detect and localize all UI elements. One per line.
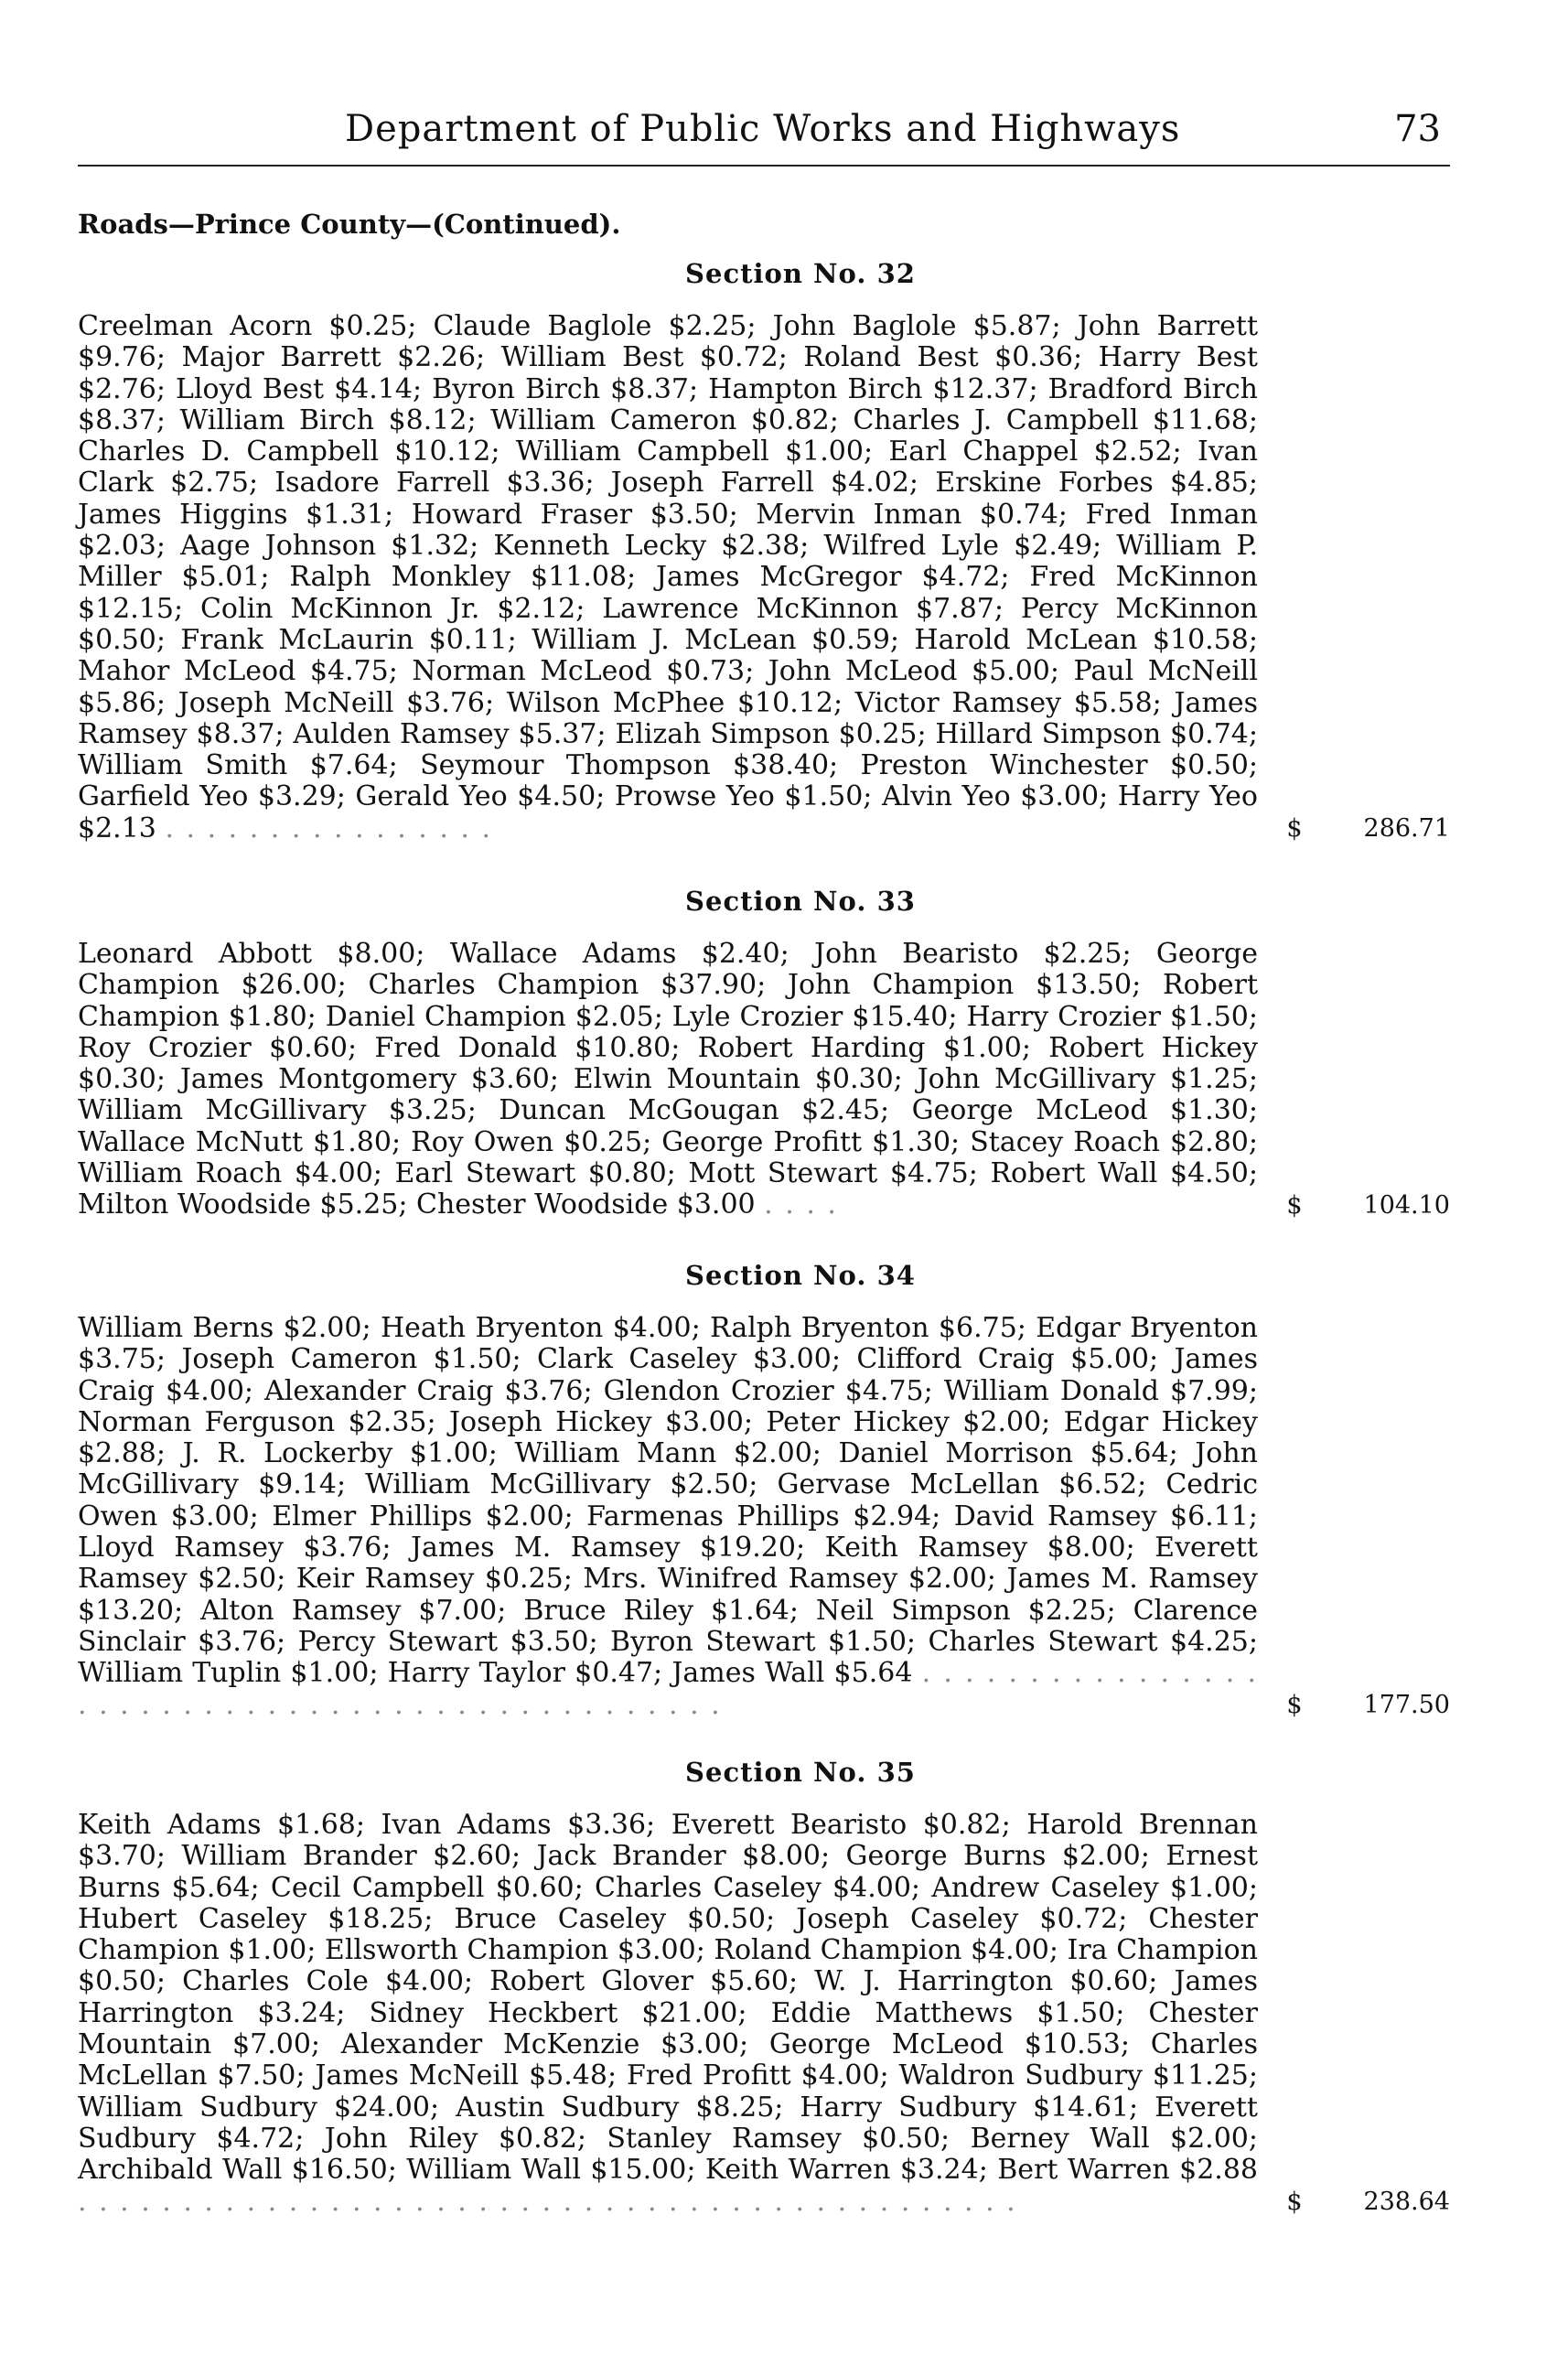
section-total: [1258, 813, 1450, 844]
section-total-amount: 286.71: [1363, 814, 1450, 844]
payee-list: Creelman Acorn $0.25; Claude Baglole $2.25; John Baglole $5.87; John Barrett $9.76; Major Barrett $2.26; William Best $0.72; Roland Best $0.36; Harry Best $2.76; Lloyd Best $4.14; Byron Birch $8.37; Hampton Birch $12.37; Bradford Birch $8.37; William Birch $8.12; William Cameron $0.82; Charles J. Campbell $11.68; Charles D. Campbell $10.12; William Campbell $1.00; Earl Chappel $2.52; Ivan Clark $2.75; Isadore Farrell $3.36; Joseph Farrell $4.02; Erskine Forbes $4.85; James Higgins $1.31; Howard Fraser $3.50; Mervin Inman $0.74; Fred Inman $2.03; Aage Johnson $1.32; Kenneth Lecky $2.38; Wilfred Lyle $2.49; William P. Miller $5.01; Ralph Monkley $11.08; James McGregor $4.72; Fred McKinnon $12.15; Colin McKinnon Jr. $2.12; Lawrence McKinnon $7.87; Percy McKinnon $0.50; Frank McLaurin $0.11; William J. McLean $0.59; Harold McLean $10.58; Mahor McLeod $4.75; Norman McLeod $0.73; John McLeod $5.00; Paul McNeill $5.86; Joseph McNeill $3.76; Wilson McPhee $10.12; Victor Ramsey $5.58; James Ramsey $8.37; Aulden Ramsey $5.37; Elizah Simpson $0.25; Hillard Simpson $0.74; William Smith $7.64; Seymour Thompson $38.40; Preston Winchester $0.50; Garfield Yeo $3.29; Gerald Yeo $4.50; Prowse Yeo $1.50; Alvin Yeo $3.00; Harry Yeo $2.13: [78, 310, 1258, 844]
section-35: [78, 1757, 1450, 2218]
payee-list: William Berns $2.00; Heath Bryenton $4.00; Ralph Bryenton $6.75; Edgar Bryenton $3.75; Joseph Cameron $1.50; Clark Caseley $3.00; Clifford Craig $5.00; James Craig $4.00; Alexander Craig $3.76; Glendon Crozier $4.75; William Donald $7.99; Norman Ferguson $2.35; Joseph Hickey $3.00; Peter Hickey $2.00; Edgar Hickey $2.88; J. R. Lockerby $1.00; William Mann $2.00; Daniel Morrison $5.64; John McGillivary $9.14; William McGillivary $2.50; Gervase McLellan $6.52; Cedric Owen $3.00; Elmer Phillips $2.00; Farmenas Phillips $2.94; David Ramsey $6.11; Lloyd Ramsey $3.76; James M. Ramsey $19.20; Keith Ramsey $8.00; Everett Ramsey $2.50; Keir Ramsey $0.25; Mrs. Winifred Ramsey $2.00; James M. Ramsey $13.20; Alton Ramsey $7.00; Bruce Riley $1.64; Neil Simpson $2.25; Clarence Sinclair $3.76; Percy Stewart $3.50; Byron Stewart $1.50; Charles Stewart $4.25; William Tuplin $1.00; Harry Taylor $0.47; James Wall $5.64: [78, 1312, 1258, 1690]
dot-leader: . . . . . . . . . . . . . . . . . . . . . . . . . . . . . . . . . . . . . . . . . . . . . . .: [78, 1657, 1258, 1721]
dot-leader: . . . . . . . . . . . . . . . . . . . . . . . . . . . . . . . . . . . . . . . . . . . . .: [78, 2185, 1017, 2218]
section-33: [78, 886, 1450, 1221]
section-total-amount: 238.64: [1363, 2187, 1450, 2216]
section-total: [1258, 2187, 1450, 2218]
section-text: [78, 311, 1258, 844]
section-total-amount: 104.10: [1363, 1190, 1450, 1220]
section-34: [78, 1260, 1450, 1721]
section-title: Section No. 35: [685, 1757, 916, 1788]
section-total: [1258, 1690, 1450, 1721]
section-body: [78, 311, 1450, 844]
currency-symbol: $: [1286, 814, 1303, 844]
section-title: Section No. 34: [685, 1260, 916, 1291]
section-total-amount: 177.50: [1363, 1690, 1450, 1719]
currency-symbol: $: [1286, 2187, 1303, 2216]
section-total: [1258, 1190, 1450, 1221]
page-number: 73: [1394, 108, 1441, 150]
payee-list: Leonard Abbott $8.00; Wallace Adams $2.40; John Bearisto $2.25; George Champion $26.00; Charles Champion $37.90; John Champion $13.50; Robert Champion $1.80; Daniel Champion $2.05; Lyle Crozier $15.40; Harry Crozier $1.50; Roy Crozier $0.60; Fred Donald $10.80; Robert Harding $1.00; Robert Hickey $0.30; James Montgomery $3.60; Elwin Mountain $0.30; John McGillivary $1.25; William McGillivary $3.25; Duncan McGougan $2.45; George McLeod $1.30; Wallace McNutt $1.80; Roy Owen $0.25; George Profitt $1.30; Stacey Roach $2.80; William Roach $4.00; Earl Stewart $0.80; Mott Stewart $4.75; Robert Wall $4.50; Milton Woodside $5.25; Chester Woodside $3.00: [78, 938, 1258, 1221]
dot-leader: . . . . . . . . . . . . . . . .: [165, 812, 493, 844]
roads-heading: Roads—Prince County—(Continued).: [78, 209, 621, 240]
dot-leader: . . . .: [764, 1188, 838, 1221]
section-text: [78, 939, 1258, 1221]
section-title: Section No. 33: [685, 886, 916, 917]
currency-symbol: $: [1286, 1190, 1303, 1220]
section-text: [78, 1313, 1258, 1721]
section-body: [78, 939, 1450, 1221]
payee-list: Keith Adams $1.68; Ivan Adams $3.36; Everett Bearisto $0.82; Harold Brennan $3.70; William Brander $2.60; Jack Brander $8.00; George Burns $2.00; Ernest Burns $5.64; Cecil Campbell $0.60; Charles Caseley $4.00; Andrew Caseley $1.00; Hubert Caseley $18.25; Bruce Caseley $0.50; Joseph Caseley $0.72; Chester Champion $1.00; Ellsworth Champion $3.00; Roland Champion $4.00; Ira Champion $0.50; Charles Cole $4.00; Robert Glover $5.60; W. J. Harrington $0.60; James Harrington $3.24; Sidney Heckbert $21.00; Eddie Matthews $1.50; Chester Mountain $7.00; Alexander McKenzie $3.00; George McLeod $10.53; Charles McLellan $7.50; James McNeill $5.48; Fred Profitt $4.00; Waldron Sudbury $11.25; William Sudbury $24.00; Austin Sudbury $8.25; Harry Sudbury $14.61; Everett Sudbury $4.72; John Riley $0.82; Stanley Ramsey $0.50; Berney Wall $2.00; Archibald Wall $16.50; William Wall $15.00; Keith Warren $3.24; Bert Warren $2.88: [78, 1809, 1258, 2187]
section-text: [78, 1810, 1258, 2218]
section-body: [78, 1313, 1450, 1721]
section-32: [78, 258, 1450, 844]
currency-symbol: $: [1286, 1690, 1303, 1719]
section-title: Section No. 32: [685, 258, 916, 289]
running-header: [78, 108, 1450, 167]
section-body: [78, 1810, 1450, 2218]
running-title: Department of Public Works and Highways: [345, 108, 1181, 150]
